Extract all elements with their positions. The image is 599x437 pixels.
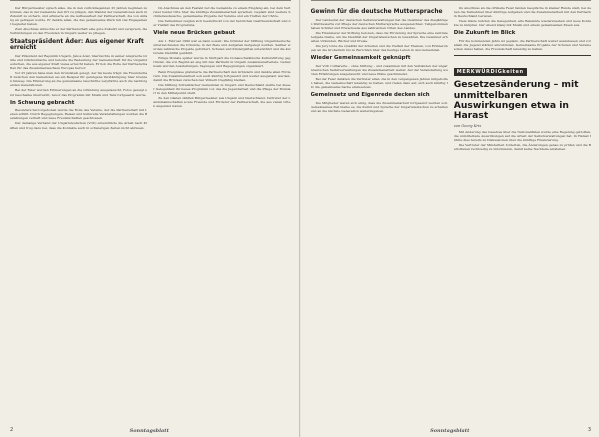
paragraph: Bei der Feier wurden Erinnerungen an die Gründung ausgetauscht, Fotos gezeigt und Geschenke überreicht, bevor das Programm mit Musik und Tanz fortgesetzt wurde. — [10, 88, 148, 97]
paragraph: Der damalige Verband der Ungarndeutschen (VdU) unterstützte die Arbeit nach Kräften und trug dazu bei, dass die Kontakte auch in schwierigen Zeiten nicht abrissen. — [10, 121, 148, 130]
paragraph: Der Landesrat der deutschen Selbstverwaltungen hat die Gewinner des diesjährigen Wettbewerbs zur Pflege der deutschen Muttersprache ausgezeichnet. Teilgenommen haben Schüler und Erwachsene aus zahlreichen Orten des Landes. — [310, 17, 448, 30]
paragraph: Die Stiftung Schwäbischer Gemeinden in Ungarn und Deutschland stellte bei dieser Gelegenheit ihr neues Programm vor, das die Jugendarbeit und die Pflege der Mundart in den Mittelpunkt stellt. — [153, 83, 291, 96]
paragraph: Im Anschluss an den Festakt lud die Gemeinde zu einem Empfang ein, bei dem Vertreter beider Orte über die künftige Zusammenarbeit sprachen. Geplant sind weitere Schüleraustausche, gemeinsame Projekte der Vereine und ein Treffen der Chöre. — [153, 6, 291, 19]
paragraph: Die Jury lobte die Qualität der Arbeiten und die Vielfalt der Themen, von Erinnerungen an die Großeltern bis zu Berichten über das heutige Leben in den Gemeinden. — [310, 44, 448, 53]
paragraph: Mit Anderung des Gesetzes über die Nationalitäten wurde eine Regelung getroffen, die unmittelbare Auswirkungen auf die Arbeit der Selbstverwaltungen hat. In Harast führte dies bereits zu Diskussionen über die künftige Finanzierung. — [453, 129, 591, 142]
left-columns — [10, 6, 291, 421]
article-body — [10, 6, 147, 36]
paragraph: Die Vertreter der Minderheit forderten, die Änderungen genau zu prüfen und die Betroffenen rechtzeitig zu informieren, damit keine Nachteile entstehen. — [453, 143, 591, 152]
paragraph: Viele Gäste nutzten die Gelegenheit, alte Bekannte wiederzusehen und neue Kontakte zu knüpfen. Der Abend klang mit Musik und einem gemeinsamen Essen aus. — [453, 19, 591, 28]
paragraph: Bei der Feier dankten die Vertreter allen, die in den vergangenen Jahren mitgeholfen haben, die Gemeinschaft lebendig zu halten, und riefen dazu auf, sich auch künftig für die gemeinsame Sache einzusetzen. — [310, 77, 448, 90]
article-body — [454, 130, 591, 151]
right-page — [301, 0, 599, 437]
paragraph: Einige Monate später wurde in Stuttgart die Donauschwäbische Kulturstiftung gegründet, die von Beginn an eng mit den Partnern in Ungarn zusammenarbeitete. Gemeinsam wurden Ausstellungen, Tagungen und Begegnungen organisiert. — [153, 56, 291, 69]
section-heading: Viele neue Brücken gebaut — [153, 30, 236, 37]
paragraph: Zum Abschluss wünschte er der Partnerschaft eine gute Zukunft und versprach, die Verbindungen zu den Freunden in Ungarn weiter zu pflegen. — [10, 27, 148, 36]
section-heading: Gemeinsetz und Eigenrede decken sich — [310, 92, 430, 99]
left-column-1 — [10, 6, 147, 421]
page-number: 3 — [587, 427, 591, 433]
article-body — [454, 39, 591, 51]
paragraph: Der Bürgermeister sprach alles, die in den zurückliegenden 25 Jahren beginnen zu können, das in der Gemeinde den Ort zu prägen, den Wandel der Generationen auch in Zukunft zu sichern, und erinnerte an die Aufbauarbeit der Partnerschaft, die von Anfang an getragen wurde. Er dankte allen, die das gemeinsame Werk mit viel Engagement begleitet haben. — [10, 6, 148, 27]
section-heading: Wieder Gemeinsamkeit geknüpft — [310, 55, 411, 62]
right-column-2 — [454, 6, 591, 421]
masthead-footer: Sonntagsblatt — [430, 428, 470, 434]
right-column-1 — [311, 6, 448, 421]
article-body — [153, 39, 290, 109]
right-columns — [311, 6, 592, 421]
paragraph: Die Teilnehmer zeigten sich beeindruckt von der herzlichen Gastfreundschaft und der Vielfalt des Programms. — [153, 19, 291, 28]
article-body — [311, 64, 448, 89]
byline: von Georg Krix — [453, 123, 482, 128]
paragraph: Am 1. Februar 1990 war es dann soweit: Die Gründer der Stiftung Ungarndeutsche unterzeichneten die Urkunde, in der Ziele und Aufgaben festgelegt wurden. Seither wurden zahlreiche Projekte gefördert, Schulen und Kindergärten unterstützt und die kulturelle Identität gestärkt. — [153, 39, 291, 56]
paragraph: Zu den Gästen zählten Bürgermeister aus Ungarn und Deutschland, Vertreter der Landsmannschaften sowie Freunde und Förderer der Partnerschaft, die aus vielen Orten angereist waren. — [153, 96, 291, 109]
top-rule — [311, 0, 592, 3]
paragraph: Die Finanzierer der Stiftung betonen, dass die Förderung der Sprache eine zentrale Aufgabe bleibe, um die Identität der Ungarndeutschen zu bewahren. Die Gewinner erhielten Urkunden, Bücher und Preise. — [310, 30, 448, 44]
article-body — [10, 54, 147, 97]
merkwuerdigkeiten-box — [454, 55, 591, 151]
paragraph: Der Präsident der Republik Ungarn, János Áder, überreichte in seiner Ansprache Grüße und Glückwünsche und betonte die Bedeutung der Gemeinschaft für die Ungarndeutschen, die aus eigener Kraft vieles erreicht haben. Er hob die Rolle der Partnerschaften für das Zusammenwachsen Europas hervor. — [10, 53, 148, 70]
column-label: MERKWÜRDIGkeiten — [454, 68, 527, 76]
masthead-footer: Sonntagsblatt — [129, 428, 169, 434]
article-body — [10, 108, 147, 129]
paragraph: Für die kommenden Jahre ist geplant, die Partnerschaft weiter auszubauen und vor allem die Jugend stärker einzubinden. Gemeinsame Projekte der Schulen und Vereine sollen dabei helfen, die Freundschaft lebendig zu halten. — [453, 39, 591, 52]
paragraph: Besonders hervorgehoben wurde die Rolle des Vereins, der die Partnerschaft mit Leben erfüllt. Durch Begegnungen, Reisen und kulturelle Veranstaltungen wurden die Beziehungen vertieft und neue Freundschaften geschlossen. — [10, 108, 148, 121]
article-body — [454, 6, 591, 27]
paragraph: Vor 25 Jahren habe man den Grundstein gelegt, der bis heute trägt; die Freundschaft zwischen den Gemeinden sei ein Beispiel für gelungene Verständigung über Grenzen hinweg. Die Erinnerung an die gemeinsame Geschichte verpflichte auch die nachfolgenden Generationen. — [10, 71, 148, 88]
left-column-2 — [153, 6, 290, 421]
section-heading: Die Zukunft im Blick — [453, 30, 516, 37]
article-body — [153, 6, 290, 27]
paragraph: Der VdU rollbarerte – ohne Stiftung – und zusammen mit den Verbänden der ungarndeutschen Selbstverwaltungen die Zusammenarbeit weiter. Auf der Veranstaltung wurden Erfahrungen ausgetauscht und neue Pläne geschmiedet. — [310, 63, 448, 77]
paragraph: Beim Ereignisse gratulierte die Partnerschaft den Gründern und dankte allen Förderern. Die Zusammenarbeit soll auch künftig fortgesetzt und weiter ausgebaut werden, damit die Brücken zwischen den Völkern tragfähig bleiben. — [153, 69, 291, 82]
section-heading: Gewinn für die deutsche Muttersprache — [310, 9, 443, 15]
paragraph: Die Mitglieder waren sich einig, dass die Zusammenarbeit fortgesetzt werden soll. Gemeinsames Ziel bleibe es, die Kultur und Sprache der Ungarndeutschen zu erhalten und an die nächste Generation weiterzugeben. — [310, 101, 448, 114]
section-heading: Staatspräsident Áder: Aus eigener Kraft erreicht — [10, 38, 144, 52]
article-body — [311, 18, 448, 53]
article-body — [311, 101, 448, 113]
section-heading: In Schwung gebracht — [10, 99, 75, 106]
top-rule — [10, 0, 291, 3]
paragraph: Im Anschluss an die offizielle Feier fanden Gespräche in kleiner Runde statt, bei denen die Teilnehmer über künftige Aufgaben und die Zusammenarbeit mit den Partnern in Deutschland berieten. — [453, 6, 591, 19]
page-number: 2 — [10, 427, 14, 433]
column-headline: Gesetzesänderung – mit unmittelbaren Auswirkungen etwa in Harast — [453, 79, 579, 122]
